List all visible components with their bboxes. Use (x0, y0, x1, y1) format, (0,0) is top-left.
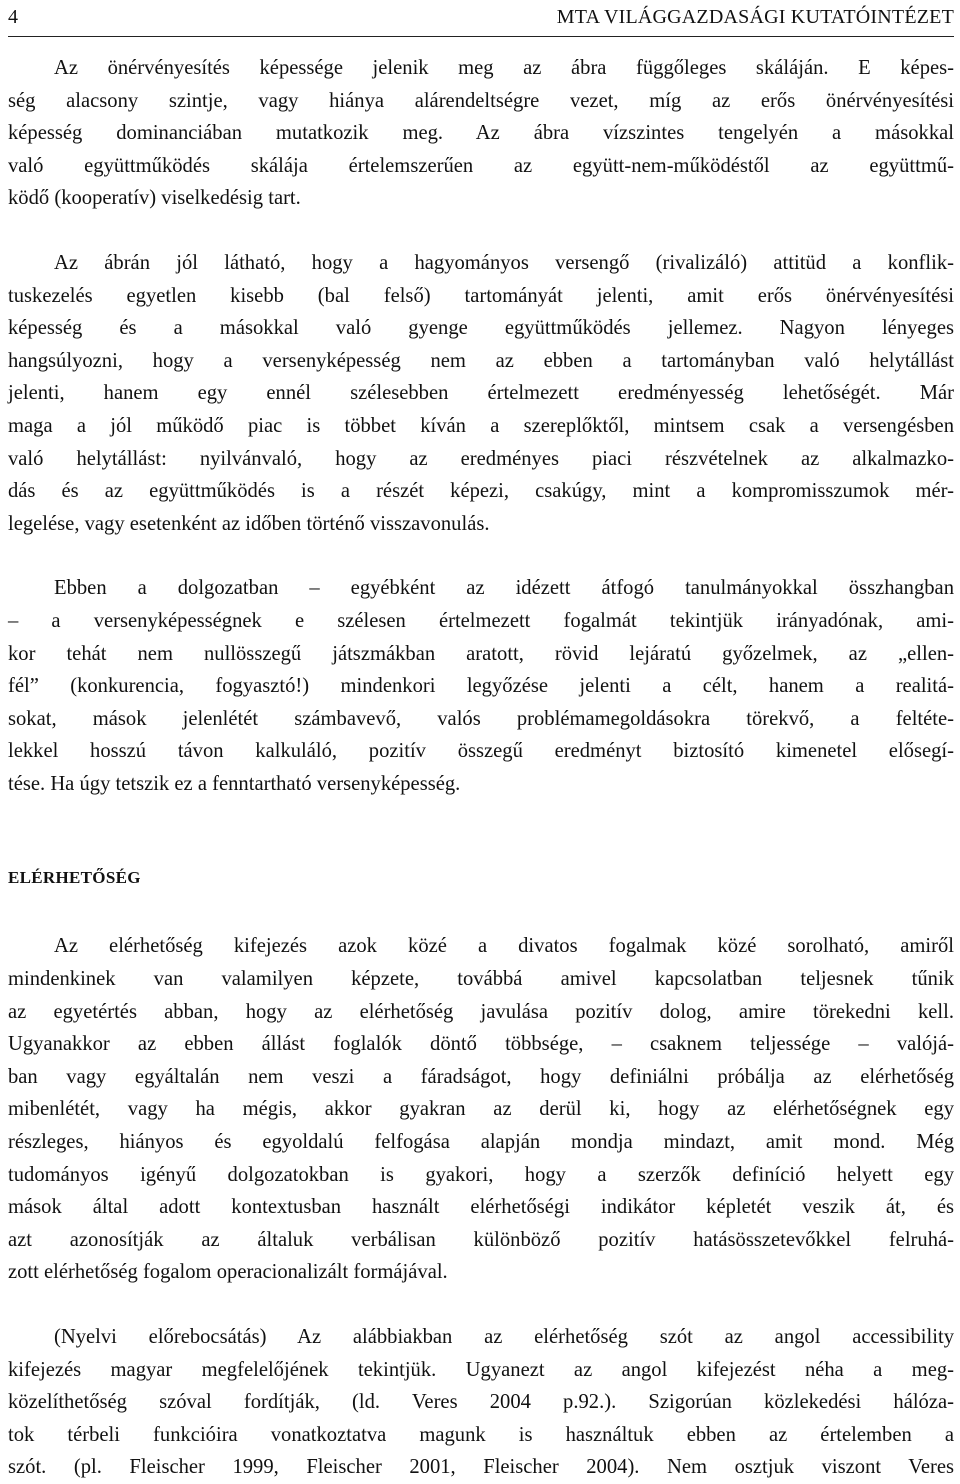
paragraph-4 (8, 930, 954, 1289)
text-line: képesség és a másokkal való gyenge együttműködés jellemez. Nagyon lényeges (8, 317, 954, 340)
text-line: képesség dominanciában mutatkozik meg. Az ábra vízszintes tengelyén a másokkal (8, 122, 954, 145)
text-line: az egyetértés abban, hogy az elérhetőség javulása pozitív dolog, amire törekedni kell. (8, 1000, 954, 1023)
text-line: Ebben a dolgozatban – egyébként az idézett átfogó tanulmányokkal összhangban (54, 577, 954, 600)
text-line: Az önérvényesítés képessége jelenik meg az ábra függőleges skáláján. E képes- (54, 57, 954, 79)
paragraph-5 (8, 1321, 954, 1484)
text-line: Az ábrán jól látható, hogy a hagyományos versengő (rivalizáló) attitüd a konflik- (54, 251, 954, 274)
paragraph-3 (8, 572, 954, 800)
text-line: kifejezés magyar megfelelőjének tekintjük. Ugyanezt az angol kifejezést néha a meg- (8, 1358, 954, 1381)
page-number: 4 (8, 6, 18, 28)
text-line: hangsúlyozni, hogy a versenyképesség nem az ebben a tartományban való helytállást (8, 349, 954, 372)
body-text (8, 52, 954, 1484)
text-line: zott elérhetőség fogalom operacionalizált formájával. (8, 1261, 448, 1284)
text-line: szót. (pl. Fleischer 1999, Fleischer 2001, Fleischer 2004). Nem osztjuk viszont Veres (8, 1456, 954, 1479)
text-line: való együttműködés skálája értelemszerűen az együtt-nem-működéstől az együttmű- (8, 154, 954, 177)
section-heading: ELÉRHETŐSÉG (8, 868, 141, 888)
text-line: mibenlétét, vagy ha mégis, akkor gyakran az derül ki, hogy az elérhetőségnek egy (8, 1098, 954, 1121)
text-line: lekkel hosszú távon kalkuláló, pozitív összegű eredményt biztosító kimenetel elősegí- (8, 740, 954, 763)
text-line: legelése, vagy esetenként az időben történő visszavonulás. (8, 512, 490, 535)
text-line: Az elérhetőség kifejezés azok közé a divatos fogalmak közé sorolható, amiről (54, 935, 954, 958)
text-line: részleges, hiányos és egyoldalú felfogása alapján mondja mindazt, amit mond. Még (8, 1131, 954, 1154)
text-line: ködő (kooperatív) viselkedésig tart. (8, 187, 301, 210)
text-line: jelenti, hanem egy ennél szélesebben értelmezett eredményesség lehetőségét. Már (8, 382, 954, 405)
text-line: dás és az együttműködés is a részét képezi, csakúgy, mint a kompromisszumok mér- (8, 480, 954, 503)
text-line: tuskezelés egyetlen kisebb (bal felső) tartományát jelenti, amit erős önérvényesítési (8, 284, 954, 307)
text-line: való helytállást: nyilvánvaló, hogy az eredményes piaci részvételnek az alkalmazko- (8, 447, 954, 470)
paragraph-1 (8, 52, 954, 215)
text-line: mindenkinek van valamilyen képzete, továbbá amivel kapcsolatban teljesnek tűnik (8, 968, 954, 991)
text-line: sokat, mások jelenlétét számbavevő, valós problémamegoldásokra törekvő, a feltéte- (8, 707, 954, 730)
text-line: ség alacsony szintje, vagy hiánya alárendeltségre vezet, míg az erős önérvényesítési (8, 89, 954, 112)
page-header (8, 2, 954, 37)
running-header-institute: MTA VILÁGGAZDASÁGI KUTATÓINTÉZET (556, 6, 954, 28)
text-line: tudományos igényű dolgozatokban is gyakori, hogy a szerzők definíció helyett egy (8, 1163, 954, 1186)
text-line: kor tehát nem nullösszegű játszmákban aratott, rövid lejáratú győzelmek, az „ellen- (8, 642, 954, 665)
text-line: maga a jól működő piac is többet kíván a szereplőktől, mintsem csak a versengésben (8, 414, 954, 437)
text-line: (Nyelvi előrebocsátás) Az alábbiakban az elérhetőség szót az angol accessibility (54, 1326, 954, 1348)
text-line: tok térbeli funkcióira vonatkoztatva magunk is használtuk ebben az értelemben a (8, 1423, 954, 1446)
text-line: azt azonosítják az általuk verbálisan különböző pozitív hatásösszetevőkkel felruhá- (8, 1228, 954, 1251)
text-line: fél” (konkurencia, fogyasztó!) mindenkori legyőzése jelenti a célt, hanem a realitá- (8, 675, 954, 698)
text-line: mások által adott kontextusban használt elérhetőségi indikátor képletét veszik át, és (8, 1196, 954, 1219)
text-line: – a versenyképességnek e szélesen értelmezett fogalmát tekintjük irányadónak, ami- (8, 609, 954, 632)
paragraph-2 (8, 247, 954, 540)
text-line: közelíthetőség szóval fordítják, (ld. Veres 2004 p.92.). Szigorúan közlekedési hálóza- (8, 1391, 954, 1414)
text-line: Ugyanakkor az ebben állást foglalók döntő többsége, – csaknem teljessége – valójá- (8, 1033, 954, 1056)
text-line: tése. Ha úgy tetszik ez a fenntartható versenyképesség. (8, 772, 461, 795)
text-line: ban vagy egyáltalán nem veszi a fáradságot, hogy definiálni próbálja az elérhetőség (8, 1065, 954, 1088)
